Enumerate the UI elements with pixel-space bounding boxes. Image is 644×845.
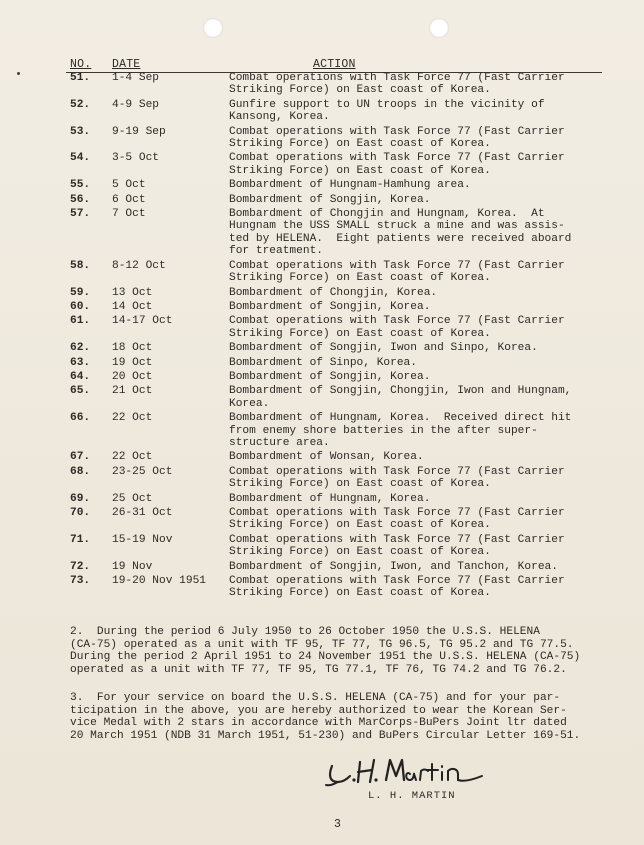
entry-row: [70, 315, 600, 340]
entry-row: [70, 561, 600, 573]
entry-row: [70, 152, 600, 177]
entry-date: 23-25 Oct: [112, 465, 173, 478]
entry-number: 51.: [70, 72, 91, 84]
header-no: NO.: [70, 58, 92, 71]
table-header: [70, 58, 600, 72]
entry-action: Bombardment of Hungnam-Hamhung area.: [229, 179, 471, 192]
entry-row: [70, 385, 600, 410]
entry-row: [70, 412, 600, 449]
signatory-name: L. H. MARTIN: [368, 790, 456, 802]
entry-row: [70, 179, 600, 191]
entry-row: [70, 301, 600, 313]
entry-number: 71.: [70, 533, 91, 546]
entry-action: Combat operations with Task Force 77 (Fast Carrier Striking Force) on East coast of Korea.: [229, 72, 565, 97]
entry-number: 69.: [70, 492, 91, 505]
entry-action: Combat operations with Task Force 77 (Fast Carrier Striking Force) on East coast of Korea.: [229, 533, 565, 559]
entry-action: Bombardment of Songjin, Iwon and Sinpo, Korea.: [229, 342, 538, 355]
punch-hole-right: [429, 18, 449, 38]
entry-action: Bombardment of Wonsan, Korea.: [229, 451, 424, 464]
entry-number: 57.: [70, 208, 91, 221]
page-number: 3: [334, 818, 341, 831]
paragraph-2: 2. During the period 6 July 1950 to 26 October 1950 the U.S.S. HELENA (CA-75) operated as a unit with TF 95, TF 77, TG 96.5, TG 95.2 and TG 77.5. During the period 2 April 1951 to 24 November 1951 the U.S.S. HELENA (CA-75) operated as a unit with TF 77, TF 95, TG 77.1, TF 76, TG 74.2 and TG 76.2.: [70, 626, 581, 676]
entry-action: Combat operations with Task Force 77 (Fast Carrier Striking Force) on East coast of Korea.: [229, 507, 565, 532]
entry-row: [70, 208, 600, 258]
entry-number: 61.: [70, 315, 91, 328]
entry-number: 60.: [70, 300, 91, 313]
entry-row: [70, 357, 600, 369]
entry-date: 22 Oct: [112, 451, 153, 464]
entry-date: 8-12 Oct: [112, 259, 166, 272]
entry-date: 3-5 Oct: [112, 152, 159, 165]
entry-row: [70, 507, 600, 532]
margin-mark: [17, 72, 20, 75]
entry-number: 58.: [70, 259, 91, 272]
entry-action: Bombardment of Hungnam, Korea.: [229, 492, 431, 505]
entry-date: 19 Nov: [112, 560, 153, 573]
entry-action: Bombardment of Songjin, Iwon, and Tanchon, Korea.: [229, 560, 558, 573]
entry-date: 13 Oct: [112, 286, 153, 299]
entry-date: 19 Oct: [112, 356, 153, 369]
entry-number: 67.: [70, 451, 91, 464]
entries-list: [70, 72, 600, 600]
entry-row: [70, 287, 600, 299]
entry-date: 22 Oct: [112, 412, 153, 425]
entry-row: [70, 260, 600, 285]
entry-action: Bombardment of Chongjin, Korea.: [229, 286, 438, 299]
entry-number: 70.: [70, 507, 91, 519]
entry-date: 21 Oct: [112, 385, 153, 398]
entry-number: 52.: [70, 98, 91, 111]
entry-date: 4-9 Sep: [112, 98, 159, 111]
entry-number: 65.: [70, 385, 91, 398]
entry-date: 1-4 Sep: [112, 72, 159, 84]
entry-date: 9-19 Sep: [112, 125, 166, 138]
entry-action: Bombardment of Songjin, Korea.: [229, 300, 431, 313]
signature: [322, 752, 492, 792]
entry-date: 15-19 Nov: [112, 533, 173, 546]
entry-action: Gunfire support to UN troops in the vicinity of Kansong, Korea.: [229, 98, 545, 124]
entry-row: [70, 451, 600, 463]
entry-date: 14-17 Oct: [112, 315, 173, 328]
entry-number: 53.: [70, 125, 91, 138]
entry-number: 72.: [70, 560, 91, 573]
entry-action: Combat operations with Task Force 77 (Fast Carrier Striking Force) on East coast of Korea.: [229, 575, 565, 600]
entry-number: 64.: [70, 370, 91, 383]
entry-number: 54.: [70, 152, 91, 165]
entry-date: 7 Oct: [112, 208, 146, 221]
entry-row: [70, 126, 600, 151]
entry-row: [70, 342, 600, 354]
header-date: DATE: [112, 58, 141, 71]
entry-number: 66.: [70, 412, 91, 425]
entry-row: [70, 194, 600, 206]
entry-date: 26-31 Oct: [112, 507, 173, 519]
header-action: ACTION: [313, 58, 356, 71]
entry-action: Bombardment of Songjin, Chongjin, Iwon and Hungnam, Korea.: [229, 385, 572, 410]
entry-number: 73.: [70, 575, 91, 588]
entry-row: [70, 575, 600, 600]
entry-action: Bombardment of Songjin, Korea.: [229, 370, 431, 383]
entry-date: 20 Oct: [112, 370, 153, 383]
entry-row: [70, 72, 600, 97]
entry-row: [70, 534, 600, 559]
entry-number: 63.: [70, 356, 91, 369]
entry-row: [70, 466, 600, 491]
entry-date: 19-20 Nov 1951: [112, 575, 206, 588]
punch-hole-left: [203, 18, 223, 38]
entry-row: [70, 371, 600, 383]
entry-date: 14 Oct: [112, 300, 153, 313]
entry-action: Combat operations with Task Force 77 (Fast Carrier Striking Force) on East coast of Korea.: [229, 315, 565, 340]
paragraph-3: 3. For your service on board the U.S.S. HELENA (CA-75) and for your par- ticipation in the above, you are hereby authorized to wear the Korean Ser- vice Medal with 2 stars in accordance with MarCorps-BuPers Joint ltr dated 20 March 1951 (NDB 31 March 1951, 51-230) and BuPers Circular Letter 169-51.: [70, 692, 581, 742]
entry-action: Combat operations with Task Force 77 (Fast Carrier Striking Force) on East coast of Korea.: [229, 465, 565, 491]
entry-action: Combat operations with Task Force 77 (Fast Carrier Striking Force) on East coast of Korea.: [229, 125, 565, 151]
entry-number: 55.: [70, 179, 91, 192]
entry-date: 25 Oct: [112, 492, 153, 505]
entry-number: 59.: [70, 286, 91, 299]
entry-number: 68.: [70, 465, 91, 478]
entry-row: [70, 493, 600, 505]
entry-action: Bombardment of Hungnam, Korea. Received direct hit from enemy shore batteries in the after super- structure area.: [229, 412, 572, 449]
entry-date: 18 Oct: [112, 342, 153, 355]
entry-row: [70, 99, 600, 124]
entry-action: Bombardment of Songjin, Korea.: [229, 193, 431, 206]
entry-action: Bombardment of Chongjin and Hungnam, Korea. At Hungnam the USS SMALL struck a mine and was assis- ted by HELENA. Eight patients were received aboard for treatment.: [229, 208, 572, 258]
entry-date: 5 Oct: [112, 179, 146, 192]
signature-script: L. H. Martin: [322, 752, 330, 753]
entry-action: Bombardment of Sinpo, Korea.: [229, 356, 417, 369]
entry-date: 6 Oct: [112, 193, 146, 206]
entry-number: 62.: [70, 342, 91, 355]
entry-action: Combat operations with Task Force 77 (Fast Carrier Striking Force) on East coast of Korea.: [229, 259, 565, 285]
entry-action: Combat operations with Task Force 77 (Fast Carrier Striking Force) on East coast of Korea.: [229, 152, 565, 177]
entry-number: 56.: [70, 193, 91, 206]
